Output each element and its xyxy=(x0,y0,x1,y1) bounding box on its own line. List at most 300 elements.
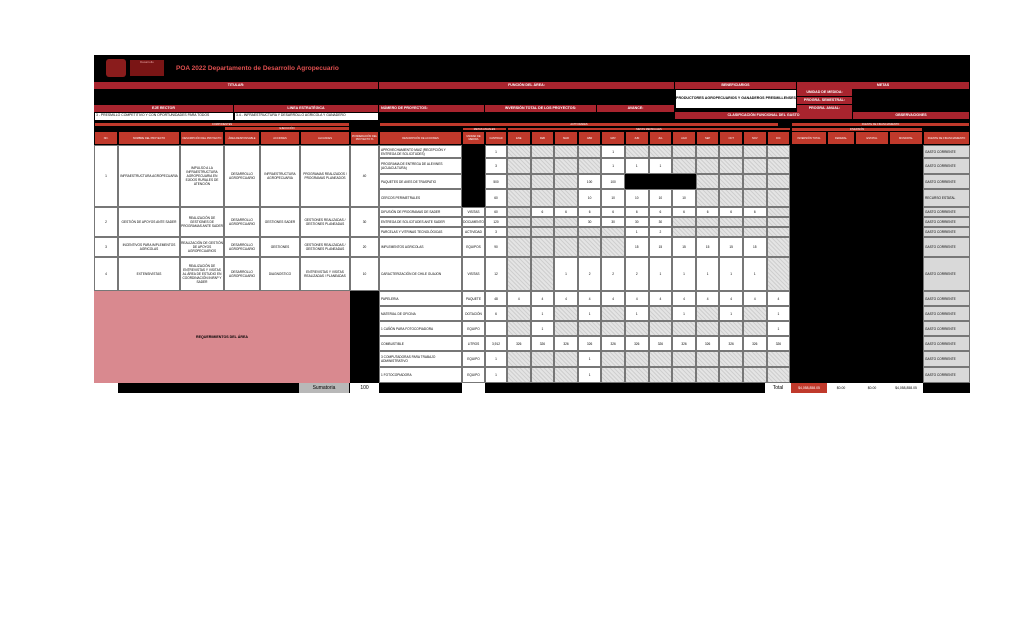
activity-month-value xyxy=(696,174,720,189)
activity-unit: LITROS xyxy=(462,336,485,351)
activity-month-value xyxy=(507,257,531,291)
project-description: REALIZACIÓN DE ENTREVISTAS Y VISITAS AL ÁREA DE ESTUDIO EN COORDINACIÓN INIFAP Y SADER xyxy=(180,257,224,291)
activity-month-value: 326 xyxy=(531,336,555,351)
municipal-header: MUNICIPAL xyxy=(889,131,923,145)
activity-month-value xyxy=(531,174,555,189)
eje-rector-value: 3 - PRESMILLO COMPETITIVO Y CON OPORTUNIDADES PARA TODOS xyxy=(94,112,234,121)
activity-month-value xyxy=(554,237,578,257)
desc-acciones-header: DESCRIPCIÓN DE ACCIONES xyxy=(379,131,462,145)
activity-month-value: 326 xyxy=(743,336,767,351)
activity-month-value: 6 xyxy=(554,207,578,217)
activity-month-value: 4 xyxy=(625,291,649,306)
activity-month-value xyxy=(767,367,791,383)
clasificacion-band: CLASIFICACIÓN FUNCIONAL DEL GASTO xyxy=(675,112,853,119)
activity-month-value xyxy=(696,189,720,207)
activity-month-value xyxy=(531,217,555,227)
project-name: GESTIÓN DE APOYOS ANTE SADER xyxy=(118,207,180,237)
activity-month-value xyxy=(743,145,767,158)
month-header: NOV xyxy=(743,131,767,145)
activity-month-value: 10 xyxy=(625,189,649,207)
month-header: SEP xyxy=(696,131,720,145)
project-weight: 30 xyxy=(350,207,379,237)
beneficiarios-text: PRODUCTORES AGROPECUARIOS Y GANADEROS PRESMILLENSES xyxy=(675,89,797,109)
activity-month-value xyxy=(531,351,555,367)
project-actions: GESTIONES SADER xyxy=(260,207,300,237)
activity-description: MATERIAL DE OFICINA xyxy=(379,306,462,321)
activity-description: ENTREGA DE SOLICITUDES ANTE SADER xyxy=(379,217,462,227)
activity-funding-source: GASTO CORRIENTE xyxy=(923,217,970,227)
eje-rector-band: EJE RECTOR xyxy=(94,105,234,112)
activity-month-value xyxy=(554,158,578,174)
activity-month-value xyxy=(743,158,767,174)
activity-month-value: 15 xyxy=(625,237,649,257)
activity-month-value xyxy=(507,227,531,237)
activity-quantity: 90 xyxy=(485,237,507,257)
activity-month-value xyxy=(625,351,649,367)
activity-month-value: 1 xyxy=(672,306,696,321)
activity-description: DIFUSIÓN DE PROGRAMAS DE SADER xyxy=(379,207,462,217)
project-no: 3 xyxy=(94,237,118,257)
month-header: ABR xyxy=(578,131,602,145)
department-logo: Desarrollo xyxy=(130,60,164,76)
activity-unit: ACTIVIDAD xyxy=(462,227,485,237)
project-scope: ENTREVISTAS Y VISITAS REALIZADAS / PLANEADAS xyxy=(300,257,350,291)
project-area: DESARROLLO AGROPECUARIO xyxy=(224,145,260,207)
activity-month-value: 1 xyxy=(601,158,625,174)
activity-month-value xyxy=(554,351,578,367)
activity-month-value: 15 xyxy=(696,237,720,257)
activity-month-value: 15 xyxy=(672,237,696,257)
activity-month-value xyxy=(554,367,578,383)
activity-month-value: 1 xyxy=(625,158,649,174)
activity-month-value: 4 xyxy=(696,291,720,306)
activity-month-value: 4 xyxy=(507,291,531,306)
poa-sheet xyxy=(94,55,970,393)
project-scope: PROGRAMAS REALIZADOS / PROGRAMAS PLANEADOS xyxy=(300,145,350,207)
activity-month-value xyxy=(578,321,602,336)
activity-month-value: 6 xyxy=(601,207,625,217)
activity-unit xyxy=(462,189,485,207)
month-header: AGO xyxy=(672,131,696,145)
activity-month-value: 2 xyxy=(625,257,649,291)
activity-month-value xyxy=(649,367,673,383)
activity-description: 1 FOTOCOPIADORA xyxy=(379,367,462,383)
activity-month-value xyxy=(649,145,673,158)
activity-month-value: 6 xyxy=(743,207,767,217)
activity-month-value xyxy=(767,189,791,207)
no-header: NO. xyxy=(94,131,118,145)
activity-month-value: 30 xyxy=(578,217,602,227)
activity-description: 1 CAÑÓN PARA FOTOCOPIADORA xyxy=(379,321,462,336)
activity-description: CARACTERIZACIÓN DE CHILE GUAJON xyxy=(379,257,462,291)
descripcion-header: DESCRIPCIÓN DEL PROYECTO xyxy=(180,131,224,145)
activity-funding-source: GASTO CORRIENTE xyxy=(923,367,970,383)
activity-month-value xyxy=(554,306,578,321)
activity-funding-source: GASTO CORRIENTE xyxy=(923,306,970,321)
activity-month-value xyxy=(625,321,649,336)
activity-quantity: 12 xyxy=(485,257,507,291)
project-actions: GESTIONES xyxy=(260,237,300,257)
activity-month-value xyxy=(578,237,602,257)
activity-month-value xyxy=(601,351,625,367)
activity-month-value: 326 xyxy=(696,336,720,351)
activity-month-value xyxy=(767,227,791,237)
activity-month-value xyxy=(767,158,791,174)
activity-month-value xyxy=(696,306,720,321)
activity-unit: EQUIPO xyxy=(462,367,485,383)
activity-month-value: 326 xyxy=(767,336,791,351)
project-no: 1 xyxy=(94,145,118,207)
activity-month-value: 1 xyxy=(531,321,555,336)
activity-month-value: 4 xyxy=(649,291,673,306)
titular-band: TITULAR: xyxy=(94,82,379,89)
activity-month-value xyxy=(507,321,531,336)
acciones-header: ACCIONES xyxy=(260,131,300,145)
activity-month-value xyxy=(696,321,720,336)
activity-month-value xyxy=(719,217,743,227)
activity-unit: DOTACIÓN xyxy=(462,306,485,321)
activity-month-value: 326 xyxy=(719,336,743,351)
activity-month-value xyxy=(601,227,625,237)
activity-month-value xyxy=(531,237,555,257)
activity-month-value xyxy=(531,367,555,383)
activity-month-value: 1 xyxy=(743,257,767,291)
month-header: JUN xyxy=(625,131,649,145)
activity-month-value: 6 xyxy=(696,207,720,217)
unidad-header: UNIDAD DE MEDIDA xyxy=(462,131,485,145)
activity-month-value xyxy=(672,227,696,237)
estatal-header: ESTATAL xyxy=(855,131,889,145)
activity-funding-source: GASTO CORRIENTE xyxy=(923,321,970,336)
project-name: EXTENSIVISTAS xyxy=(118,257,180,291)
activity-month-value: 2 xyxy=(649,227,673,237)
project-area: DESARROLLO AGROPECUARIO xyxy=(224,237,260,257)
project-description: REALIZACIÓN DE GESTIÓN DE APOYOS AGROPECUARIOS xyxy=(180,237,224,257)
title-bar xyxy=(94,55,970,82)
cantidad-header: CANTIDAD xyxy=(485,131,507,145)
activity-month-value: 2 xyxy=(601,257,625,291)
activity-month-value xyxy=(672,351,696,367)
activity-month-value xyxy=(696,158,720,174)
activity-month-value xyxy=(578,145,602,158)
activity-description: IMPLEMENTOS AGRICOLAS xyxy=(379,237,462,257)
requerimientos-area: REQUERIMIENTOS DEL ÁREA xyxy=(94,291,350,383)
activity-funding-source: GASTO CORRIENTE xyxy=(923,336,970,351)
fuente-financiamiento-header: FUENTE DE FINANCIAMIENTO xyxy=(791,122,970,127)
activity-month-value xyxy=(767,145,791,158)
activity-description: PAPELERIA xyxy=(379,291,462,306)
month-header: MAR xyxy=(554,131,578,145)
activity-month-value xyxy=(507,217,531,227)
activity-quantity: 120 xyxy=(485,217,507,227)
activity-month-value xyxy=(719,174,743,189)
project-no: 4 xyxy=(94,257,118,291)
activity-month-value xyxy=(601,367,625,383)
activity-month-value: 10 xyxy=(672,189,696,207)
activity-quantity xyxy=(485,321,507,336)
activity-description: CERCOS PERIMETRALES xyxy=(379,189,462,207)
prog-semestral-band: PROGRA. SEMESTRAL: xyxy=(797,97,853,104)
activity-month-value: 326 xyxy=(578,336,602,351)
project-description: IMPULSO A LA INFRAESTRUCTURA AGROPECUARIA EN EJIDOS RURALES DE ATENCIÓN xyxy=(180,145,224,207)
activity-month-value: 4 xyxy=(672,291,696,306)
activity-month-value xyxy=(578,227,602,237)
activity-funding-source: GASTO CORRIENTE xyxy=(923,207,970,217)
activity-month-value: 1 xyxy=(767,306,791,321)
activity-month-value xyxy=(719,367,743,383)
activity-month-value xyxy=(531,145,555,158)
activity-month-value xyxy=(531,257,555,291)
activity-quantity: 60 xyxy=(485,189,507,207)
activity-quantity: 1 xyxy=(485,145,507,158)
project-scope: GESTIONES REALIZADAS / GESTIONES PLANEADAS xyxy=(300,237,350,257)
activity-month-value: 326 xyxy=(672,336,696,351)
activity-month-value xyxy=(554,217,578,227)
activity-month-value xyxy=(743,217,767,227)
metas-anuales-header: METAS ANUALES xyxy=(462,127,507,131)
federal-header: FEDERAL xyxy=(827,131,855,145)
activity-description: PARCELAS Y VITRINAS TECNOLÓGICAS xyxy=(379,227,462,237)
prog-anual-band: PROGRA. ANUAL: xyxy=(797,105,853,112)
activity-month-value xyxy=(649,306,673,321)
activity-month-value: 10 xyxy=(649,189,673,207)
month-header: JUL xyxy=(649,131,673,145)
activity-month-value: 4 xyxy=(578,291,602,306)
activity-month-value: 100 xyxy=(578,174,602,189)
beneficiarios-band: BENEFICIARIOS xyxy=(675,82,797,89)
activity-month-value xyxy=(531,189,555,207)
activity-month-value: 6 xyxy=(578,207,602,217)
activity-unit: VISITAS xyxy=(462,257,485,291)
activity-month-value: 1 xyxy=(767,321,791,336)
activity-month-value: 326 xyxy=(625,336,649,351)
activity-month-value xyxy=(554,145,578,158)
activity-month-value: 4 xyxy=(601,291,625,306)
inversion-total-header: INVERSIÓN TOTAL xyxy=(791,131,827,145)
total-inversion: $4,058,858.05 xyxy=(791,383,827,393)
activity-month-value xyxy=(649,321,673,336)
linea-value: 3.4 - INFRAESTRUCTURA Y DESARROLLO AGRICOLA Y GANADERO xyxy=(234,112,379,121)
activity-month-value xyxy=(696,217,720,227)
activity-month-value: 4 xyxy=(554,291,578,306)
metas-mensuales-header: METAS MENSUALES xyxy=(507,127,791,131)
activity-funding-source: GASTO CORRIENTE xyxy=(923,257,970,291)
activity-month-value xyxy=(743,367,767,383)
activity-quantity: 1 xyxy=(485,351,507,367)
blackout-block xyxy=(625,174,696,189)
activity-month-value: 10 xyxy=(578,189,602,207)
activity-month-value: 30 xyxy=(625,217,649,227)
activity-month-value: 100 xyxy=(601,174,625,189)
sumatoria-label: Sumatoria xyxy=(299,383,349,393)
project-actions: DIAGNOSTICO xyxy=(260,257,300,291)
activity-month-value: 15 xyxy=(649,237,673,257)
activity-month-value: 1 xyxy=(719,306,743,321)
activity-month-value: 1 xyxy=(649,257,673,291)
project-weight: 10 xyxy=(350,257,379,291)
fuente-header: FUENTE DE FINANCIAMIENTO xyxy=(923,131,970,145)
area-header: ÁREA RESPONSABLE xyxy=(224,131,260,145)
activity-unit: EQUIPO xyxy=(462,321,485,336)
footer-blank xyxy=(94,383,118,393)
activity-month-value xyxy=(672,217,696,227)
month-header: OCT xyxy=(719,131,743,145)
month-header: ENE xyxy=(507,131,531,145)
ponderacion-header: PONDERACIÓN DEL PROYECTO % xyxy=(350,131,379,145)
activity-month-value xyxy=(767,207,791,217)
total-municipal: $4,058,858.05 xyxy=(889,383,923,393)
activity-unit: PAQUETE xyxy=(462,291,485,306)
activity-month-value: 1 xyxy=(696,257,720,291)
municipality-logo-icon xyxy=(106,59,126,77)
activity-month-value: 15 xyxy=(743,237,767,257)
project-description: REALIZACIÓN DE GESTIONES DE PROGRAMAS ANTE SADER xyxy=(180,207,224,237)
total-federal: $0.00 xyxy=(827,383,855,393)
activity-month-value xyxy=(719,145,743,158)
activity-month-value: 1 xyxy=(649,158,673,174)
activity-month-value xyxy=(625,145,649,158)
numero-proyectos-band: NÚMERO DE PROYECTOS: xyxy=(379,105,485,112)
activity-month-value xyxy=(507,189,531,207)
activity-month-value: 4 xyxy=(531,291,555,306)
activity-month-value xyxy=(672,367,696,383)
funcion-band: FUNCIÓN DEL ÁREA: xyxy=(379,82,675,89)
activity-description: 3 COMPUTADORAS PARA TRABAJO ADMINISTRATIVO xyxy=(379,351,462,367)
activity-month-value xyxy=(767,217,791,227)
ejecucion-header: EJECUCIÓN xyxy=(224,126,350,131)
nombre-header: NOMBRE DEL PROYECTO xyxy=(118,131,180,145)
activity-unit xyxy=(462,158,485,174)
inversion-band: INVERSIÓN TOTAL DE LOS PROYECTOS: xyxy=(485,105,597,112)
activity-month-value xyxy=(743,227,767,237)
activity-month-value xyxy=(767,237,791,257)
activity-funding-source: GASTO CORRIENTE xyxy=(923,227,970,237)
project-name: INFRAESTRUCTURA AGROPECUARIA xyxy=(118,145,180,207)
activity-month-value xyxy=(649,351,673,367)
month-header: FEB xyxy=(531,131,555,145)
activity-month-value: 6 xyxy=(649,207,673,217)
project-scope: GESTIONES REALIZADAS / GESTIONES PLANEADAS xyxy=(300,207,350,237)
activity-funding-source: GASTO CORRIENTE xyxy=(923,351,970,367)
activity-month-value: 1 xyxy=(554,257,578,291)
activity-unit: EQUIPOS xyxy=(462,237,485,257)
total-label: Total xyxy=(765,383,791,393)
activity-quantity: 3 xyxy=(485,227,507,237)
inversion-header: INVERSIÓN xyxy=(791,127,923,132)
activity-month-value: 30 xyxy=(649,217,673,227)
activity-description: COMBUSTIBLE xyxy=(379,336,462,351)
activity-month-value: 1 xyxy=(719,257,743,291)
activity-month-value xyxy=(719,158,743,174)
activity-month-value: 6 xyxy=(625,207,649,217)
activity-month-value: 1 xyxy=(625,227,649,237)
activity-funding-source: GASTO CORRIENTE xyxy=(923,237,970,257)
activity-month-value xyxy=(578,158,602,174)
activity-month-value xyxy=(531,158,555,174)
activity-month-value: 326 xyxy=(507,336,531,351)
activity-month-value: 326 xyxy=(601,336,625,351)
activity-month-value: 326 xyxy=(649,336,673,351)
activity-month-value xyxy=(507,306,531,321)
unidad-medida-band: UNIDAD DE MEDIDA: xyxy=(797,89,853,96)
footer-blank-2 xyxy=(462,383,485,393)
activity-month-value xyxy=(696,145,720,158)
inversion-block xyxy=(791,145,923,383)
activity-month-value xyxy=(672,158,696,174)
activity-month-value xyxy=(554,321,578,336)
project-actions: INFRAESTRUCTURA AGROPECUARIA xyxy=(260,145,300,207)
activity-unit: VISITAS xyxy=(462,207,485,217)
activity-unit: DOCUMENTO xyxy=(462,217,485,227)
activity-quantity: 6 xyxy=(485,306,507,321)
activity-month-value: 6 xyxy=(672,207,696,217)
metas-band: METAS xyxy=(797,82,970,89)
page-title: POA 2022 Departamento de Desarrollo Agropecuario xyxy=(176,65,339,72)
activity-month-value xyxy=(554,174,578,189)
total-estatal: $0.00 xyxy=(855,383,889,393)
activity-quantity: 3 xyxy=(485,158,507,174)
observaciones-band: OBSERVACIONES xyxy=(853,112,970,119)
activity-month-value xyxy=(507,237,531,257)
activity-month-value xyxy=(507,145,531,158)
activity-month-value xyxy=(601,237,625,257)
activity-month-value xyxy=(743,321,767,336)
activity-month-value: 1 xyxy=(578,367,602,383)
activity-month-value xyxy=(507,367,531,383)
sumatoria-value: 100 xyxy=(350,383,379,393)
activity-month-value xyxy=(601,321,625,336)
activity-description: PROGRAMA DE ENTREGA DE ALEVINES (ACUACULTURA) xyxy=(379,158,462,174)
activity-unit xyxy=(462,174,485,189)
activity-month-value xyxy=(743,174,767,189)
activity-month-value xyxy=(554,227,578,237)
alcances-header: ALCANCES xyxy=(300,131,350,145)
linea-band: LINEA ESTRATÉGICA xyxy=(234,105,379,112)
activity-month-value xyxy=(507,351,531,367)
activity-month-value: 10 xyxy=(601,189,625,207)
activity-month-value: 2 xyxy=(578,257,602,291)
activity-month-value xyxy=(554,189,578,207)
activity-quantity: 500 xyxy=(485,174,507,189)
activity-month-value xyxy=(625,367,649,383)
activity-month-value: 1 xyxy=(672,257,696,291)
activity-month-value: 15 xyxy=(719,237,743,257)
project-no: 2 xyxy=(94,207,118,237)
activity-month-value: 4 xyxy=(767,291,791,306)
activity-funding-source: RECURSO ESTATAL xyxy=(923,189,970,207)
activity-month-value xyxy=(767,351,791,367)
activity-month-value: 6 xyxy=(531,207,555,217)
activity-month-value xyxy=(696,227,720,237)
activity-month-value xyxy=(672,145,696,158)
activity-month-value: 6 xyxy=(719,207,743,217)
activity-month-value xyxy=(743,351,767,367)
activity-month-value: 1 xyxy=(601,145,625,158)
activity-month-value xyxy=(696,351,720,367)
activity-month-value: 326 xyxy=(554,336,578,351)
activity-month-value xyxy=(719,351,743,367)
activity-month-value: 1 xyxy=(531,306,555,321)
activity-quantity: 1 xyxy=(485,367,507,383)
activity-funding-source: GASTO CORRIENTE xyxy=(923,158,970,174)
activity-quantity: 60 xyxy=(485,207,507,217)
project-name: INCENTIVOS PARA IMPLEMENTOS AGRICOLAS xyxy=(118,237,180,257)
activity-month-value xyxy=(507,207,531,217)
project-weight: 40 xyxy=(350,145,379,207)
activity-month-value xyxy=(767,174,791,189)
activity-description: PAQUETES DE AVES DE TRASPATIO xyxy=(379,174,462,189)
project-weight: 20 xyxy=(350,237,379,257)
